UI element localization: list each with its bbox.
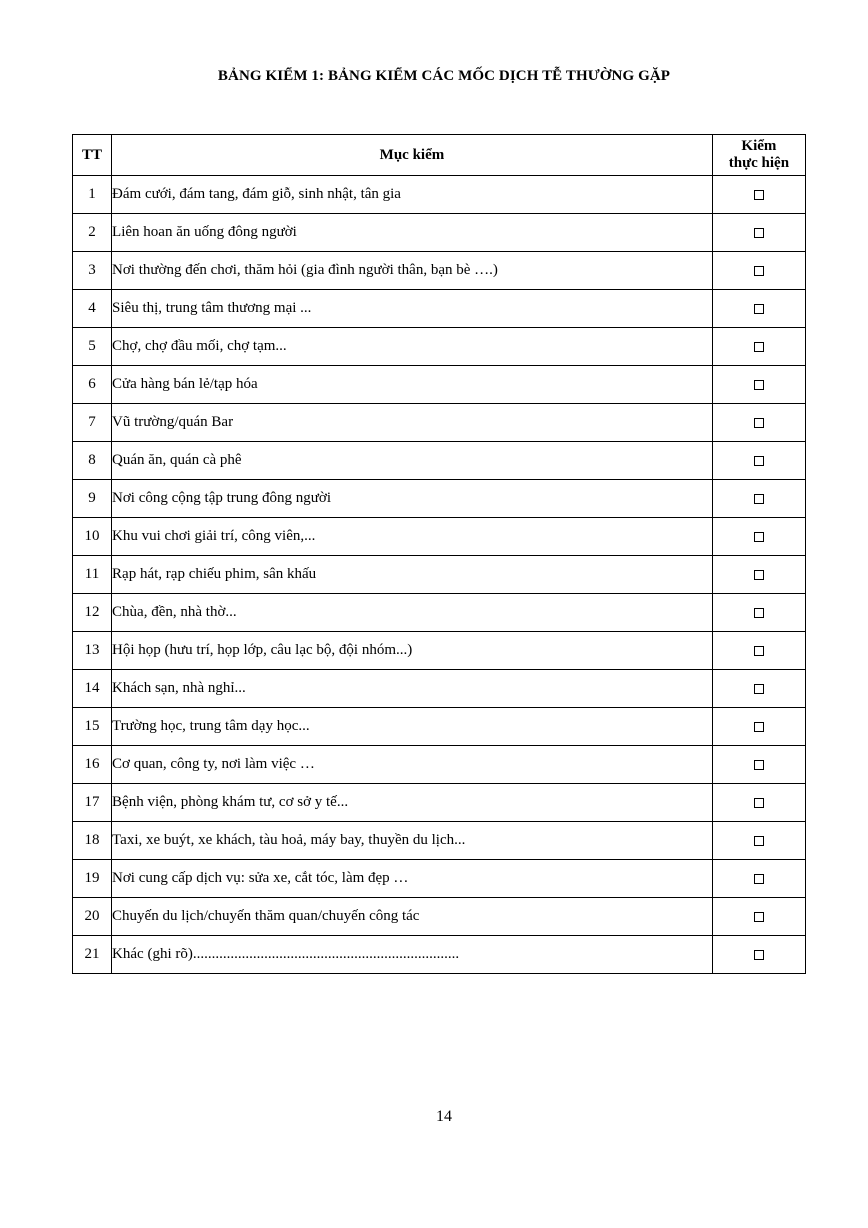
row-item-text: Nơi cung cấp dịch vụ: sửa xe, cắt tóc, làm đẹp … [112, 860, 713, 898]
checkbox-icon[interactable] [754, 418, 764, 428]
checkbox-icon[interactable] [754, 722, 764, 732]
row-number: 11 [73, 556, 112, 594]
row-check-cell [712, 822, 805, 860]
row-number: 3 [73, 252, 112, 290]
row-number: 12 [73, 594, 112, 632]
row-number: 21 [73, 936, 112, 974]
page-title: BẢNG KIỂM 1: BẢNG KIỂM CÁC MỐC DỊCH TỄ THƯỜNG GẶP [217, 68, 671, 84]
checklist-table [72, 134, 806, 974]
checkbox-icon[interactable] [754, 342, 764, 352]
row-number: 7 [73, 404, 112, 442]
table-row [73, 594, 806, 632]
row-number: 13 [73, 632, 112, 670]
row-number: 20 [73, 898, 112, 936]
row-number: 8 [73, 442, 112, 480]
row-check-cell [712, 252, 805, 290]
row-item-text: Cơ quan, công ty, nơi làm việc … [112, 746, 713, 784]
row-number: 18 [73, 822, 112, 860]
row-item-text: Khu vui chơi giải trí, công viên,... [112, 518, 713, 556]
row-check-cell [712, 176, 805, 214]
table-row [73, 366, 806, 404]
row-number: 6 [73, 366, 112, 404]
table-row [73, 898, 806, 936]
row-number: 4 [73, 290, 112, 328]
header-check [712, 135, 805, 176]
checkbox-icon[interactable] [754, 228, 764, 238]
row-number: 5 [73, 328, 112, 366]
row-number: 2 [73, 214, 112, 252]
row-item-text: Rạp hát, rạp chiếu phim, sân khấu [112, 556, 713, 594]
row-item-text: Khách sạn, nhà nghỉ... [112, 670, 713, 708]
page-number: 14 [436, 1108, 452, 1125]
row-number: 9 [73, 480, 112, 518]
table-row [73, 214, 806, 252]
checkbox-icon[interactable] [754, 380, 764, 390]
checkbox-icon[interactable] [754, 304, 764, 314]
row-check-cell [712, 518, 805, 556]
row-check-cell [712, 708, 805, 746]
header-tt: TT [73, 135, 112, 176]
row-item-text: Bệnh viện, phòng khám tư, cơ sở y tế... [112, 784, 713, 822]
row-number: 10 [73, 518, 112, 556]
header-check-line1: Kiểm [741, 138, 777, 154]
checkbox-icon[interactable] [754, 646, 764, 656]
row-number: 1 [73, 176, 112, 214]
row-number: 15 [73, 708, 112, 746]
table-row [73, 252, 806, 290]
table-row [73, 784, 806, 822]
row-item-text: Khác (ghi rõ)....................................................................... [112, 936, 713, 974]
row-check-cell [712, 784, 805, 822]
checkbox-icon[interactable] [754, 798, 764, 808]
header-item: Mục kiểm [112, 135, 713, 176]
checkbox-icon[interactable] [754, 836, 764, 846]
row-check-cell [712, 480, 805, 518]
checkbox-icon[interactable] [754, 760, 764, 770]
row-item-text: Vũ trường/quán Bar [112, 404, 713, 442]
row-item-text: Nơi thường đến chơi, thăm hỏi (gia đình người thân, bạn bè ….) [112, 252, 713, 290]
table-row [73, 556, 806, 594]
checkbox-icon[interactable] [754, 190, 764, 200]
table-body [73, 176, 806, 974]
row-check-cell [712, 366, 805, 404]
row-item-text: Đám cưới, đám tang, đám giỗ, sinh nhật, tân gia [112, 176, 713, 214]
row-item-text: Chuyến du lịch/chuyến thăm quan/chuyến công tác [112, 898, 713, 936]
checkbox-icon[interactable] [754, 570, 764, 580]
checkbox-icon[interactable] [754, 684, 764, 694]
checkbox-icon[interactable] [754, 456, 764, 466]
row-check-cell [712, 746, 805, 784]
row-number: 16 [73, 746, 112, 784]
table-row [73, 328, 806, 366]
row-item-text: Cửa hàng bán lẻ/tạp hóa [112, 366, 713, 404]
row-check-cell [712, 936, 805, 974]
row-check-cell [712, 328, 805, 366]
row-check-cell [712, 214, 805, 252]
table-row [73, 746, 806, 784]
row-item-text: Chợ, chợ đầu mối, chợ tạm... [112, 328, 713, 366]
table-row [73, 404, 806, 442]
row-item-text: Liên hoan ăn uống đông người [112, 214, 713, 252]
checkbox-icon[interactable] [754, 950, 764, 960]
row-number: 14 [73, 670, 112, 708]
header-check-line2: thực hiện [728, 155, 790, 171]
row-check-cell [712, 404, 805, 442]
table-row [73, 518, 806, 556]
table-row [73, 822, 806, 860]
row-number: 19 [73, 860, 112, 898]
row-check-cell [712, 442, 805, 480]
row-check-cell [712, 556, 805, 594]
table-row [73, 670, 806, 708]
checkbox-icon[interactable] [754, 494, 764, 504]
table-row [73, 860, 806, 898]
row-check-cell [712, 632, 805, 670]
table-row [73, 708, 806, 746]
row-check-cell [712, 290, 805, 328]
row-item-text: Hội họp (hưu trí, họp lớp, câu lạc bộ, đội nhóm...) [112, 632, 713, 670]
row-check-cell [712, 594, 805, 632]
table-row [73, 442, 806, 480]
row-item-text: Nơi công cộng tập trung đông người [112, 480, 713, 518]
row-item-text: Chùa, đền, nhà thờ... [112, 594, 713, 632]
table-row [73, 176, 806, 214]
table-header-row [73, 135, 806, 176]
checkbox-icon[interactable] [754, 608, 764, 618]
checkbox-icon[interactable] [754, 912, 764, 922]
row-item-text: Quán ăn, quán cà phê [112, 442, 713, 480]
row-check-cell [712, 860, 805, 898]
row-item-text: Taxi, xe buýt, xe khách, tàu hoả, máy bay, thuyền du lịch... [112, 822, 713, 860]
table-row [73, 480, 806, 518]
checkbox-icon[interactable] [754, 532, 764, 542]
row-check-cell [712, 670, 805, 708]
table-row [73, 632, 806, 670]
row-number: 17 [73, 784, 112, 822]
row-item-text: Trường học, trung tâm dạy học... [112, 708, 713, 746]
table-row [73, 290, 806, 328]
row-item-text: Siêu thị, trung tâm thương mại ... [112, 290, 713, 328]
table-row [73, 936, 806, 974]
checkbox-icon[interactable] [754, 266, 764, 276]
row-check-cell [712, 898, 805, 936]
checkbox-icon[interactable] [754, 874, 764, 884]
